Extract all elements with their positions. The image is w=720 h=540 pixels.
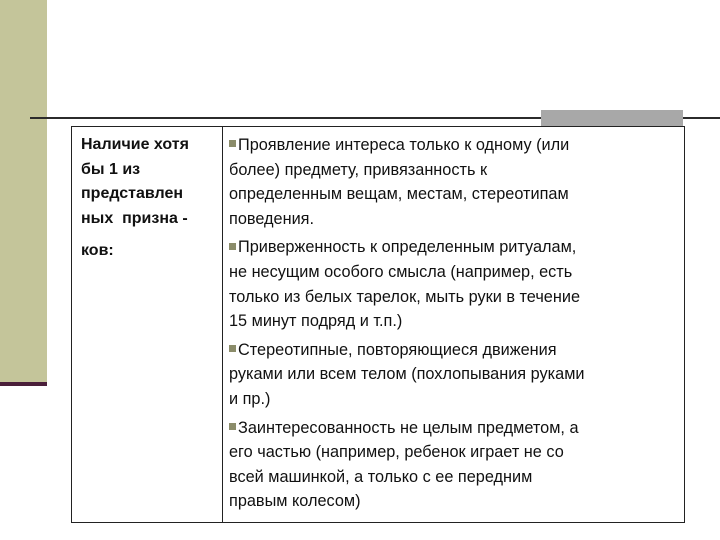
item-text: более) предмету, привязанность к [229,160,488,179]
item-text: его частью (например, ребенок играет не со [229,443,564,462]
square-bullet-icon [229,345,236,352]
label-line: представлен [81,185,184,202]
item-text: руками или всем телом (похлопывания руками [229,365,585,384]
label-line: ных призна - [81,209,188,227]
list-item [229,416,680,514]
list-item [229,338,680,412]
label-line: бы 1 из [81,160,141,178]
item-text: только из белых тарелок, мыть руки в течение [229,287,580,306]
square-bullet-icon [229,140,236,147]
label-line: Наличие хотя [81,136,189,153]
criteria-label-cell [72,127,223,522]
square-bullet-icon [229,423,236,430]
item-text: Стереотипные, повторяющиеся движения [238,340,557,359]
left-decor-bar-edge [0,382,47,386]
item-text: поведения. [229,209,315,228]
item-text: не несущим особого смысла (например, есть [229,262,573,281]
left-decor-bar [0,0,47,385]
list-item [229,235,680,333]
criteria-list-cell [223,127,684,522]
item-text: определенным вещам, местам, стереотипам [229,185,569,204]
list-item [229,133,680,231]
item-text: и пр.) [229,389,271,408]
label-line: ков: [81,242,114,259]
item-text: всей машинкой, а только с ее передним [229,467,533,486]
item-text: правым колесом) [229,492,361,511]
criteria-table [71,126,685,523]
header-decor-block [541,110,683,126]
item-text: Приверженность к определенным ритуалам, [238,238,577,257]
item-text: Заинтересованность не целым предметом, а [238,418,579,437]
item-text: Проявление интереса только к одному (или [238,136,570,154]
square-bullet-icon [229,243,236,250]
item-text: 15 минут подряд и т.п.) [229,312,403,331]
